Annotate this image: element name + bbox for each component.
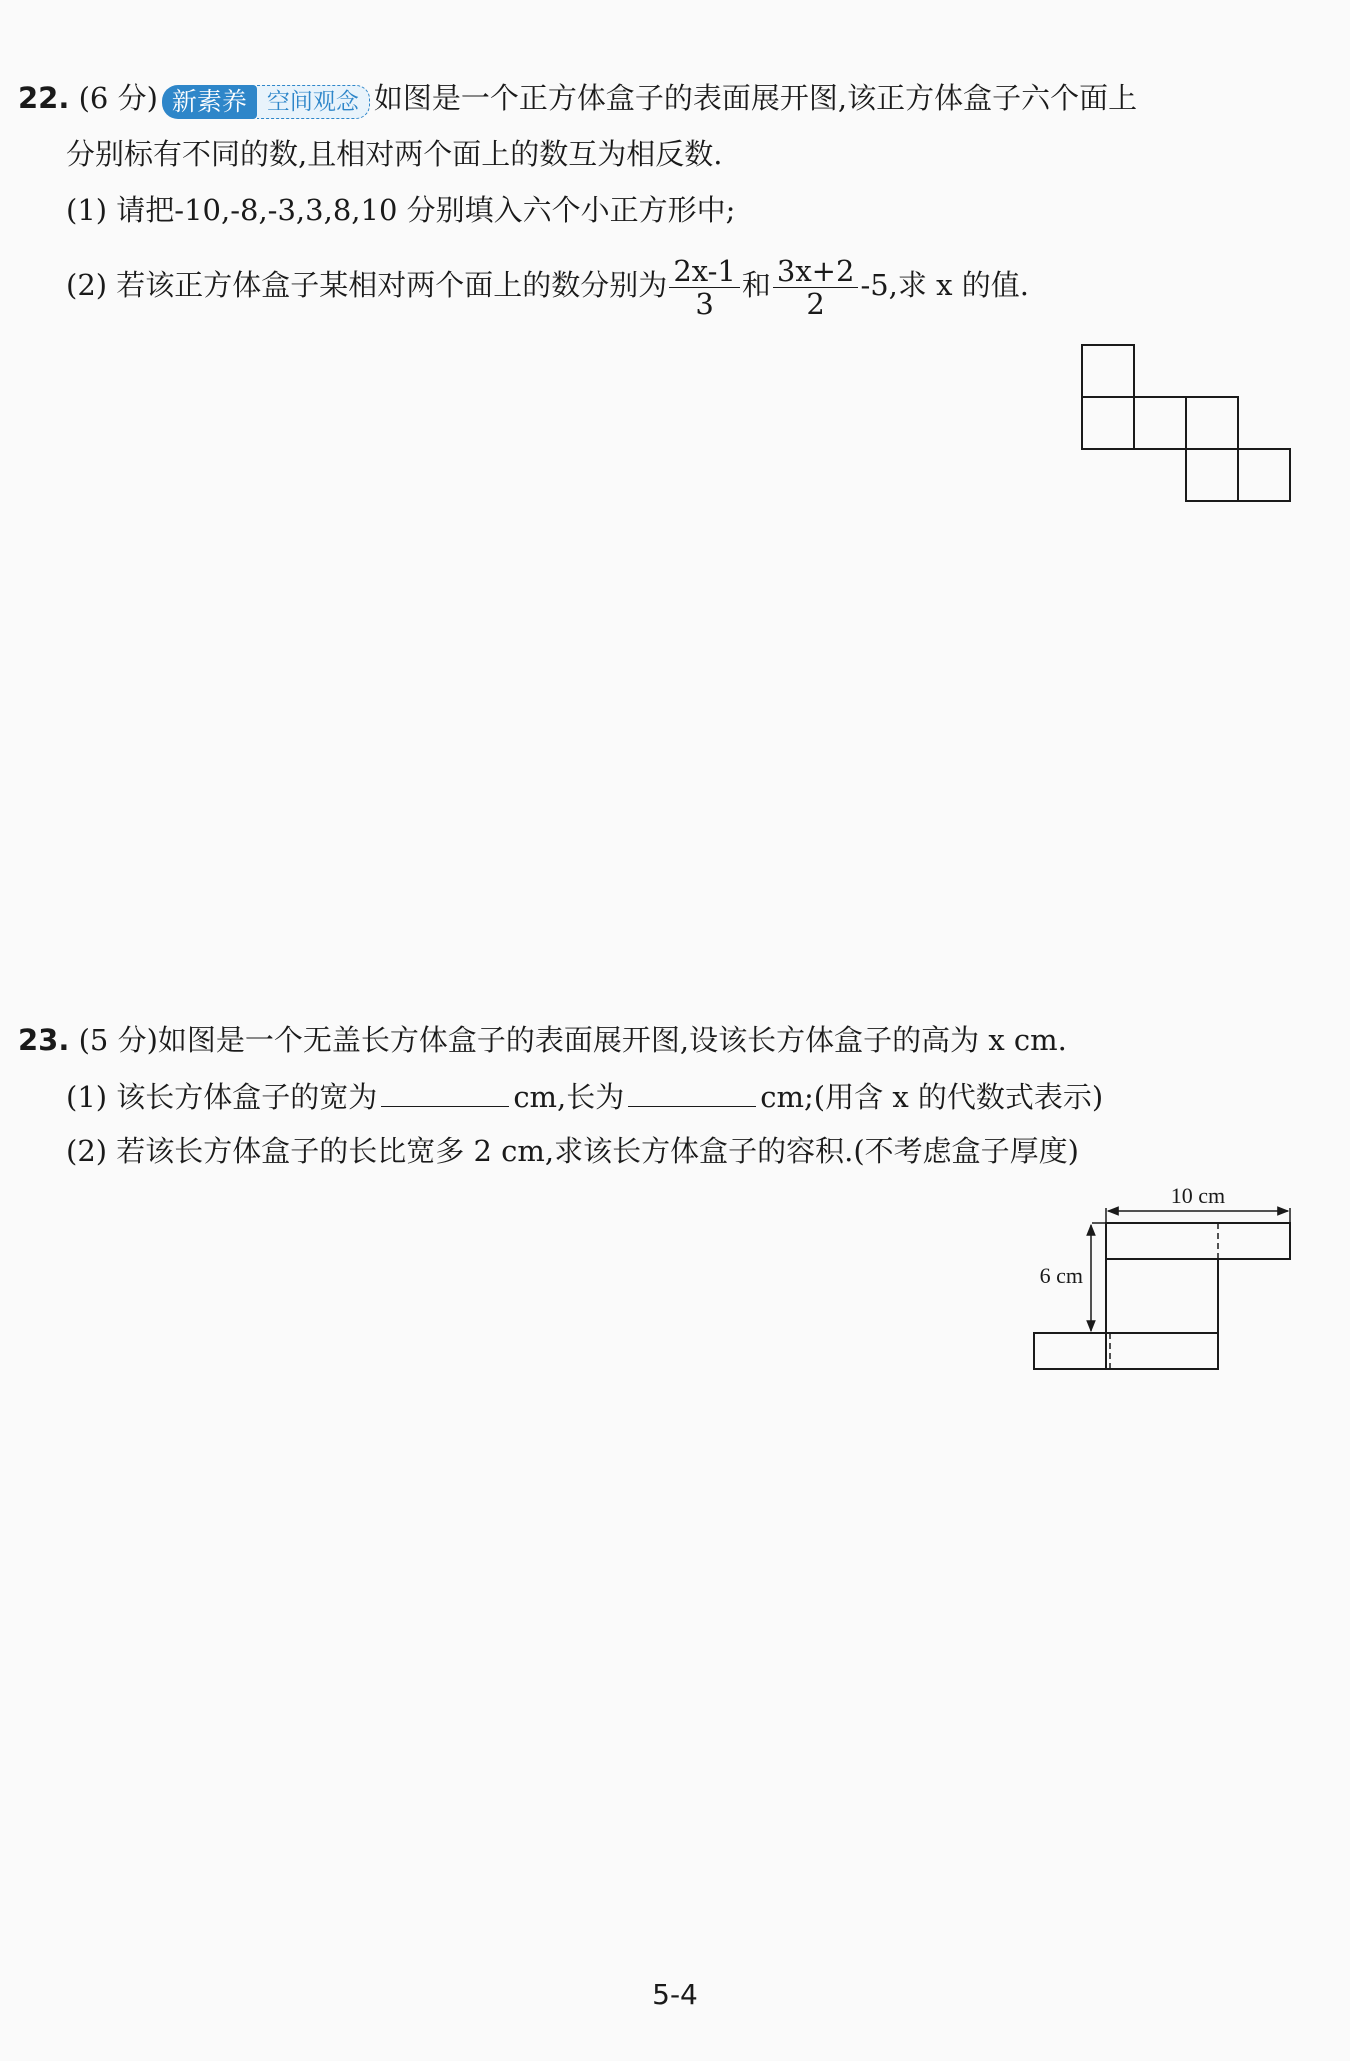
q22-fraction-1 [669,255,740,320]
net-square-1 [1082,345,1134,397]
net-square-3 [1134,397,1186,449]
q22-frac1-num: 2x-1 [669,255,740,288]
net-square-5 [1186,449,1238,501]
q22-badge-main: 新素养 [162,85,257,119]
q22-line-1 [18,78,1137,120]
q22-frac2-den: 2 [806,286,825,321]
answer-blank-width[interactable] [381,1076,509,1107]
q22-score: (6 分) [78,81,158,115]
q23-part1-a: (1) 该长方体盒子的宽为 [66,1080,378,1114]
box-net-dimensions [1091,1208,1290,1333]
q23-part1-c: cm;(用含 x 的代数式表示) [760,1080,1104,1114]
q23-part2: (2) 若该长方体盒子的长比宽多 2 cm,求该长方体盒子的容积.(不考虑盒子厚度) [66,1134,1079,1168]
q22-frac2-num: 3x+2 [773,255,859,288]
net-square-6 [1238,449,1290,501]
box-net-outline [1034,1223,1290,1369]
q23-part1 [66,1076,1103,1117]
q22-stem-a: 如图是一个正方体盒子的表面展开图,该正方体盒子六个面上 [373,81,1138,115]
net-square-4 [1186,397,1238,449]
q22-fraction-2 [773,255,859,320]
width-dimension-label: 10 cm [1170,1183,1226,1208]
q22-number: 22. [18,81,70,115]
q23-line-1 [18,1020,1067,1060]
q22-part2-post: -5,求 x 的值. [860,268,1029,302]
q22-stem-b: 分别标有不同的数,且相对两个面上的数互为相反数. [66,137,723,171]
q23-part1-b: cm,长为 [513,1080,625,1114]
box-net-fold-lines [1106,1223,1218,1369]
q22-badge-sub: 空间观念 [257,85,370,119]
q23-number: 23. [18,1023,70,1057]
q22-badge [162,80,370,120]
q22-part1: (1) 请把-10,-8,-3,3,8,10 分别填入六个小正方形中; [66,193,736,227]
q22-frac1-den: 3 [695,286,714,321]
page-number: 5-4 [652,1978,698,2011]
q22-part2-pre: (2) 若该正方体盒子某相对两个面上的数分别为 [66,268,668,302]
net-square-2 [1082,397,1134,449]
height-dimension-label: 6 cm [1039,1263,1083,1288]
answer-blank-length[interactable] [628,1076,756,1107]
q22-part2 [66,250,1029,320]
q22-part2-mid: 和 [741,268,771,302]
q23-stem: (5 分)如图是一个无盖长方体盒子的表面展开图,设该长方体盒子的高为 x cm. [78,1023,1067,1057]
